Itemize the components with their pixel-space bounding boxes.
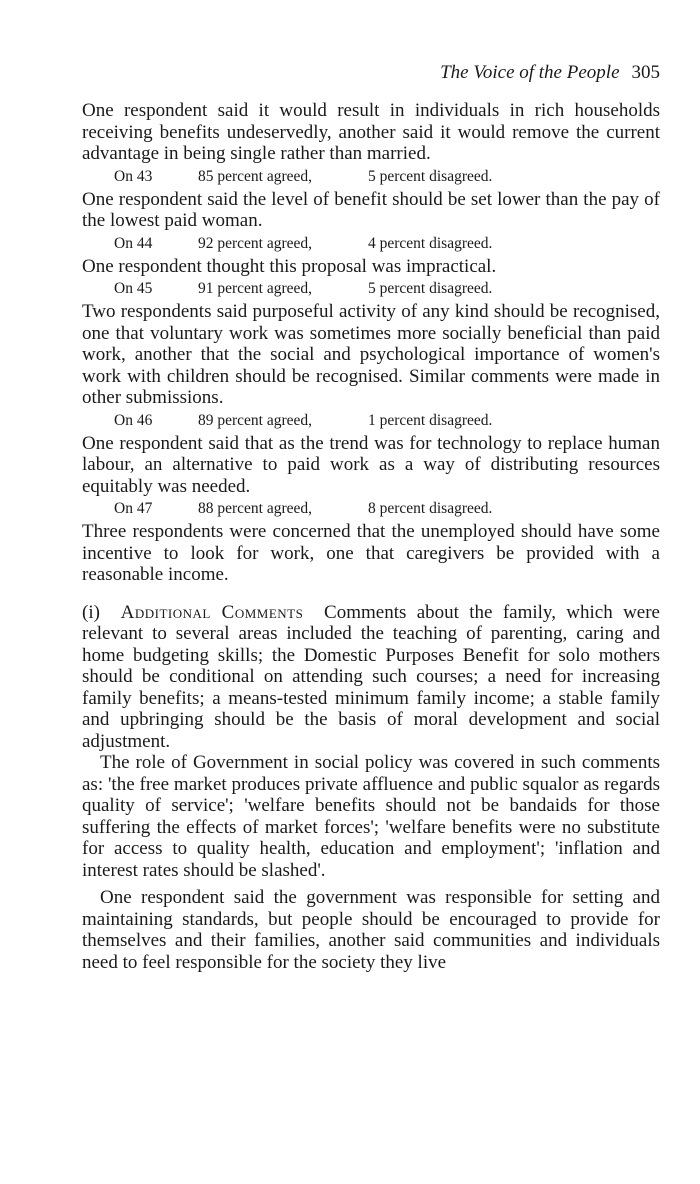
agreed-percent: 88 percent agreed, bbox=[198, 500, 313, 517]
result-question-45 bbox=[82, 278, 660, 299]
paragraph-government-standards: One respondent said the government was responsible for setting and maintaining standards, but people should be encouraged to provide for themselves and their families, another said communities and individuals need to feel responsible for the society they live bbox=[82, 887, 660, 973]
section-heading: Additional Comments bbox=[120, 601, 304, 623]
paragraph-impractical: One respondent thought this proposal was impractical. bbox=[82, 255, 497, 277]
question-label: On 47 bbox=[114, 500, 153, 517]
paragraph-role-of-government: The role of Government in social policy was covered in such comments as: 'the free market produces private affluence and public squalor as regards quality of service'; 'welfare benefits should not be bandaids for those suffering the effects of market forces'; 'welfare benefits were no substitute for access to quality health, education and employment'; 'inflation and interest rates should be slashed'. bbox=[82, 752, 660, 881]
agreed-percent: 89 percent agreed, bbox=[198, 411, 313, 429]
section-body: Comments about the family, which were relevant to several areas included the teaching of parenting, caring and home budgeting skills; the Domestic Purposes Benefit for solo mothers should be conditional on attending such courses; a need for increasing family benefits; a means-tested minimum family income; a stable family and upbringing should be the basis of moral development and social adjustment. bbox=[82, 601, 660, 752]
result-question-46 bbox=[82, 410, 660, 431]
disagreed-percent: 1 percent disagreed. bbox=[368, 411, 493, 429]
disagreed-percent: 5 percent disagreed. bbox=[368, 167, 493, 185]
book-page bbox=[82, 62, 660, 973]
disagreed-percent: 4 percent disagreed. bbox=[368, 234, 493, 252]
page-number: 305 bbox=[631, 62, 660, 83]
question-label: On 45 bbox=[114, 280, 153, 297]
agreed-percent: 92 percent agreed, bbox=[198, 234, 313, 252]
question-label: On 46 bbox=[114, 411, 153, 429]
question-label: On 43 bbox=[114, 167, 153, 185]
paragraph-benefit-level: One respondent said the level of benefit should be set lower than the pay of the lowest paid woman. bbox=[82, 188, 660, 231]
question-label: On 44 bbox=[114, 234, 153, 252]
result-question-47 bbox=[82, 498, 660, 519]
section-additional-comments bbox=[82, 602, 660, 753]
result-question-44 bbox=[82, 233, 660, 254]
running-title: The Voice of the People bbox=[440, 62, 620, 83]
running-header bbox=[82, 62, 660, 92]
paragraph-rich-households: One respondent said it would result in individuals in rich households receiving benefits undeservedly, another said it would remove the current advantage in being single rather than married. bbox=[82, 100, 660, 164]
paragraph-purposeful-activity: Two respondents said purposeful activity of any kind should be recognised, one that voluntary work was sometimes more socially beneficial than paid work, another that the social and psychological importance of women's work with children should be recognised. Similar comments were made in other submissions. bbox=[82, 301, 660, 408]
paragraph-technology: One respondent said that as the trend was for technology to replace human labour, an alternative to paid work as a way of distributing resources equitably was needed. bbox=[82, 432, 660, 497]
agreed-percent: 85 percent agreed, bbox=[198, 167, 313, 185]
agreed-percent: 91 percent agreed, bbox=[198, 280, 313, 297]
section-spacer bbox=[82, 586, 660, 602]
section-marker: (i) bbox=[82, 601, 100, 623]
disagreed-percent: 8 percent disagreed. bbox=[368, 500, 493, 517]
paragraph-unemployed-incentive: Three respondents were concerned that the unemployed should have some incentive to look for work, one that caregivers be provided with a reasonable income. bbox=[82, 521, 660, 585]
disagreed-percent: 5 percent disagreed. bbox=[368, 280, 493, 297]
result-question-43 bbox=[82, 166, 660, 187]
